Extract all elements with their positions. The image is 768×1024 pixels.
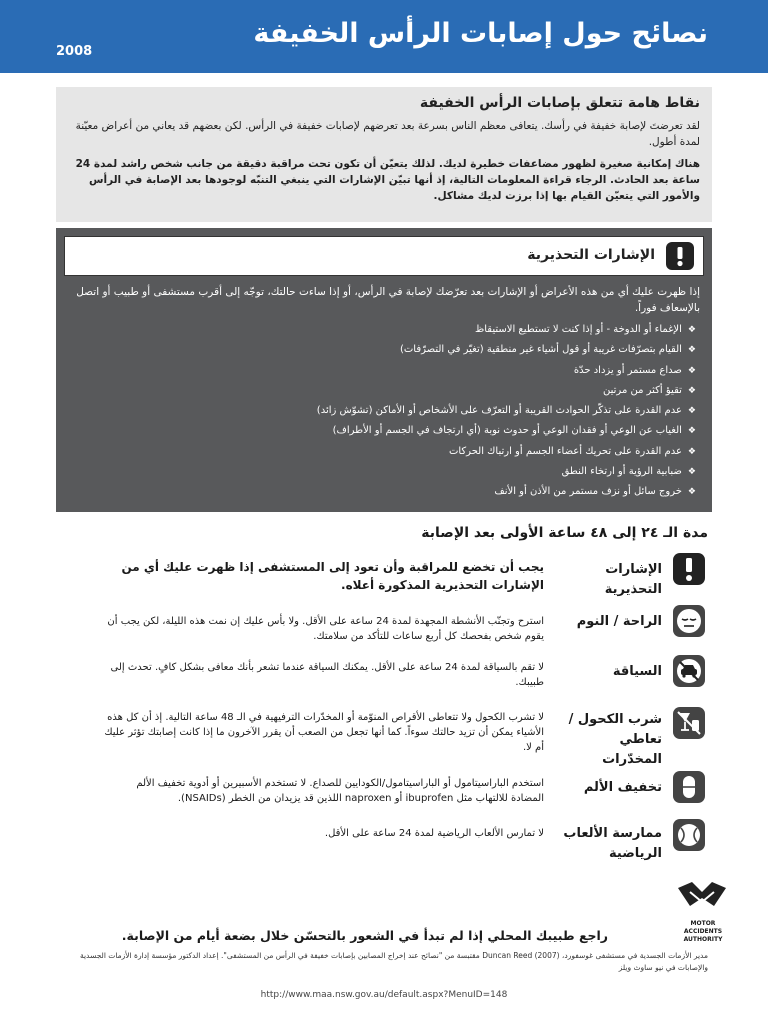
warning-item: ❖خروج سائل أو نزف مستمر من الأذن أو الأنف — [494, 486, 696, 498]
intro-paragraph-1: لقد تعرضتَ لإصابة خفيفة في رأسك. يتعافى معظم الناس بسرعة بعد تعرضهم لإصابات خفيفة في الرأس. لكن بعضهم قد يعاني من أعراض معيّنة لمدة أطول. — [75, 120, 700, 148]
no-alcohol-icon — [672, 706, 706, 740]
bullet-icon: ❖ — [687, 365, 696, 376]
advice-label: السياقة — [612, 664, 662, 679]
maa-logo-mark-icon — [674, 880, 734, 920]
year-label: 2008 — [56, 44, 93, 59]
intro-box — [56, 87, 712, 222]
footer-advice: راجع طبيبك المحلي إذا لم تبدأ في الشعور بالتحسّن خلال بضعة أيام من الإصابة. — [121, 928, 608, 943]
page-title: نصائح حول إصابات الرأس الخفيفة — [253, 18, 708, 49]
warning-intro: إذا ظهرت عليك أي من هذه الأعراض أو الإشارات بعد تعرّضك لإصابة في الرأس، أو إذا ساءت حالتك، توجّه إلى أقرب مستشفى أو طبيب أو اتصل بالإسعاف فوراً. — [76, 286, 700, 314]
advice-label: ممارسة الألعاب الرياضية — [563, 826, 662, 861]
warning-title: الإشارات التحذيرية — [527, 247, 655, 263]
warning-item: ❖الغياب عن الوعي أو فقدان الوعي أو حدوث نوبة (أي ارتجاف في الجسم أو الأطراف) — [332, 425, 696, 437]
sleeping-face-icon — [672, 604, 706, 638]
advice-row-alcohol-drugs — [56, 706, 712, 768]
warning-item: ❖صداع مستمر أو يزداد حدّة — [573, 364, 696, 376]
intro-paragraph-2: هناك إمكانية صغيرة لظهور مضاعفات خطيرة لديك. لذلك يتعيّن أن تكون تحت مراقبة دقيقة من جانب شخص راشد لمدة 24 ساعة بعد الحادث. الرجاء قراءة المعلومات التالية، إذ أنها تبيّن الإشارات التي ينبغي التنبّه لوجودها بعد الإصابة في الرأس والأمور التي يتعيّن القيام بها إذا برزت لديك مشاكل. — [75, 158, 700, 202]
intro-heading: نقاط هامة تتعلق بإصابات الرأس الخفيفة — [419, 95, 700, 111]
ball-icon — [672, 818, 706, 852]
advice-text: استرح وتجنّب الأنشطة المجهدة لمدة 24 ساعة على الأقل. ولا بأس عليك إن نمت هذه الليلة، لكن يجب أن يقوم شخص بفحصك كل أربع ساعات للتأكد من سلامتك. — [107, 616, 544, 642]
advice-text: لا تمارس الألعاب الرياضية لمدة 24 ساعة على الأقل. — [324, 828, 544, 839]
credits-text: مدير الأزمات الجسدية في مستشفى غوسفورد، Duncan Reed (2007) مقتبسة من "نصائح عند إخراج المصابين بإصابات خفيفة في الرأس من المستشفى". إعداد الدكتور مؤسسة إدارة الأزمات الجسدية والإصابات في نيو ساوث ويلز — [79, 951, 708, 972]
warning-item: ❖ضبابية الرؤية أو ارتخاء النطق — [561, 466, 696, 478]
bullet-icon: ❖ — [687, 426, 696, 437]
advice-label: الراحة / النوم — [576, 614, 662, 629]
advice-row-rest-sleep — [56, 604, 712, 648]
warning-signs-box — [56, 228, 712, 512]
warning-item: ❖تقيؤ أكثر من مرتين — [603, 384, 696, 396]
bullet-icon: ❖ — [687, 446, 696, 457]
source-url: http://www.maa.nsw.gov.au/default.aspx?MenuID=148 — [260, 990, 508, 1000]
advice-text: لا تقم بالسياقة لمدة 24 ساعة على الأقل. يمكنك السياقة عندما تشعر بأنك معافى بشكل كافٍ. تحدث إلى طبيبك. — [110, 662, 544, 688]
advice-row-pain-relief — [56, 770, 712, 818]
warning-item: ❖الإغماء أو الدوخة - أو إذا كنت لا تستطيع الاستيقاظ — [474, 324, 696, 335]
maa-logo — [660, 880, 740, 943]
advice-label: تخفيف الألم — [583, 780, 662, 795]
exclamation-icon — [665, 241, 695, 271]
no-car-icon — [672, 654, 706, 688]
bullet-icon: ❖ — [687, 385, 696, 396]
warning-list — [76, 320, 696, 503]
warning-item: ❖عدم القدرة على تذكّر الحوادث القريبة أو التعرّف على الأشخاص أو الأماكن (تشوّش زائد) — [316, 405, 696, 417]
advice-text: يجب أن تخضع للمراقبة وأن تعود إلى المستشفى إذا ظهرت عليك أي من الإشارات التحذيرية المذكورة أعلاه. — [121, 560, 544, 592]
advice-text: استخدم الباراسيتامول أو الباراسيتامول/الكودايين للصداع. لا تستخدم الأسبيرين أو أدوية تخفيف الألم المضادة للالتهاب مثل ibuprofen أو naproxen اللذين قد يزيدان من الخطر (NSAIDs). — [136, 778, 544, 804]
advice-label: الإشارات التحذيرية — [604, 562, 662, 597]
warning-item: ❖عدم القدرة على تحريك أعضاء الجسم أو ارتباك الحركات — [448, 445, 696, 457]
warning-header — [64, 236, 704, 276]
advice-row-warning-signs — [56, 552, 712, 596]
advice-label: شرب الكحول / تعاطي المخدّرات — [568, 712, 662, 767]
page-header — [0, 0, 768, 73]
bullet-icon: ❖ — [687, 345, 696, 356]
advice-row-driving — [56, 654, 712, 698]
warning-item: ❖القيام بتصرّفات غريبة أو قول أشياء غير منطقية (تغيّر في التصرّفات) — [399, 344, 696, 356]
bullet-icon: ❖ — [687, 487, 696, 498]
advice-text: لا تشرب الكحول ولا تتعاطى الأقراص المنوّمة أو المخدّرات الترفيهية في الـ 48 ساعة التالية. إذ أن كل هذه الأشياء يمكن أن تزيد حالتك سوءاً. كما أنها تجعل من الصعب أن يقرر الآخرون ما إذا كانت إصابتك تؤثر عليك أم لا. — [104, 712, 544, 753]
exclamation-icon — [672, 552, 706, 586]
advice-row-sports — [56, 818, 712, 866]
maa-logo-text: MOTOR ACCIDENTS AUTHORITY — [683, 920, 723, 943]
bullet-icon: ❖ — [687, 406, 696, 417]
bullet-icon: ❖ — [687, 467, 696, 478]
bullet-icon: ❖ — [687, 325, 696, 335]
section-title: مدة الـ ٢٤ إلى ٤٨ ساعة الأولى بعد الإصابة — [421, 525, 708, 541]
pill-icon — [672, 770, 706, 804]
